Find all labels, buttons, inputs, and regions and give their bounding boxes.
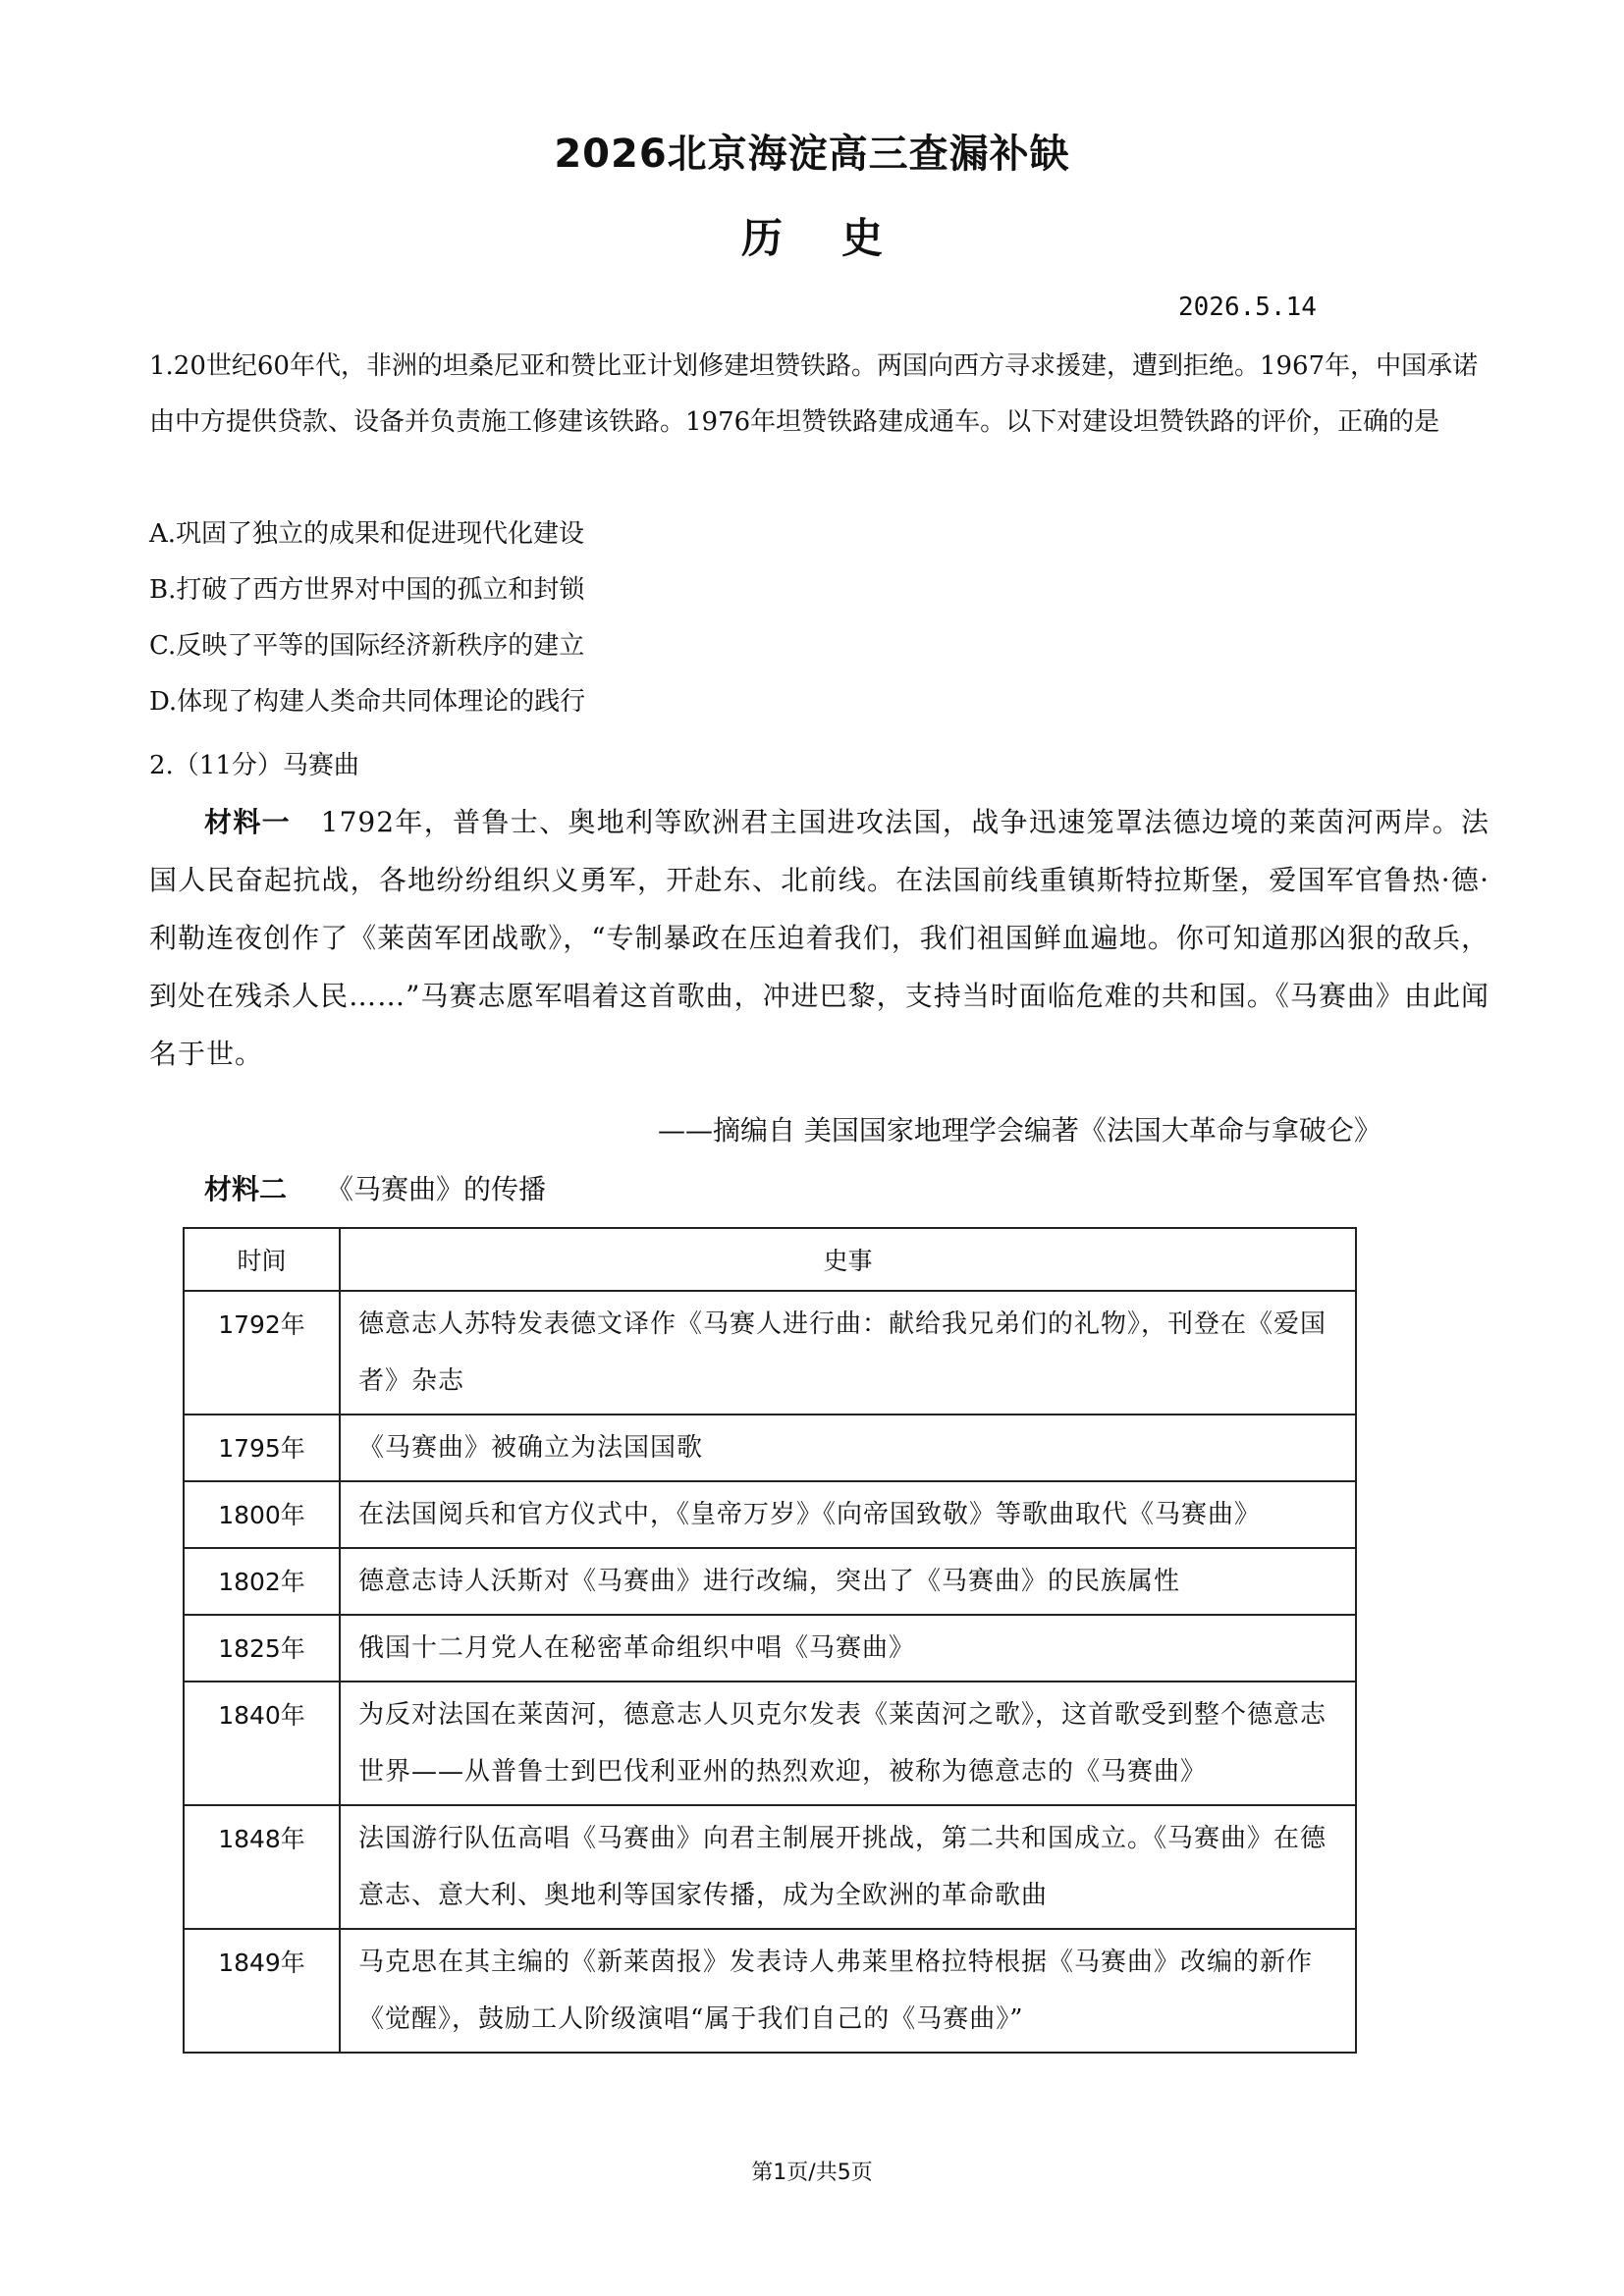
question-1-option-d: D.体现了构建人类命共同体理论的践行 (149, 687, 586, 717)
table-row (184, 1805, 1356, 1929)
question-1-option-b: B.打破了西方世界对中国的孤立和封锁 (149, 575, 585, 605)
question-1-option-c: C.反映了平等的国际经济新秩序的建立 (149, 631, 585, 661)
table-cell-event: 在法国阅兵和官方仪式中，《皇帝万岁》《向帝国致敬》等歌曲取代《马赛曲》 (340, 1481, 1356, 1548)
table-cell-year: 1802年 (184, 1548, 340, 1615)
table-row (184, 1682, 1356, 1805)
table-cell-event: 法国游行队伍高唱《马赛曲》向君主制展开挑战，第二共和国成立。《马赛曲》在德意志、意大利、奥地利等国家传播，成为全欧洲的革命歌曲 (340, 1805, 1356, 1929)
table-row (184, 1615, 1356, 1682)
table-cell-event: 德意志人苏特发表德文译作《马赛人进行曲：献给我兄弟们的礼物》，刊登在《爱国者》杂志 (340, 1291, 1356, 1415)
table-cell-year: 1848年 (184, 1805, 340, 1929)
table-cell-year: 1792年 (184, 1291, 340, 1415)
table-cell-year: 1795年 (184, 1415, 340, 1481)
exam-date: 2026.5.14 (1178, 293, 1317, 322)
table-cell-year: 1849年 (184, 1929, 340, 2053)
table-cell-event: 俄国十二月党人在秘密革命组织中唱《马赛曲》 (340, 1615, 1356, 1682)
material-2-label: 材料二 (204, 1173, 288, 1205)
question-2-heading: 2.（11分）马赛曲 (149, 751, 359, 780)
table-row (184, 1481, 1356, 1548)
table-cell-year: 1800年 (184, 1481, 340, 1548)
material-1-text: 1792年，普鲁士、奥地利等欧洲君主国进攻法国，战争迅速笼罩法德边境的莱茵河两岸。法国人民奋起抗战，各地纷纷组织义勇军，开赴东、北前线。在法国前线重镇斯特拉斯堡，爱国军官鲁热·德·利勒连夜创作了《莱茵军团战歌》，“专制暴政在压迫着我们，我们祖国鲜血遍地。你可知道那凶狠的敌兵，到处在残杀人民……”马赛志愿军唱着这首歌曲，冲进巴黎，支持当时面临危难的共和国。《马赛曲》由此闻名于世。 (149, 806, 1489, 1070)
table-cell-event: 德意志诗人沃斯对《马赛曲》进行改编，突出了《马赛曲》的民族属性 (340, 1548, 1356, 1615)
table-row (184, 1929, 1356, 2053)
table-row (184, 1548, 1356, 1615)
table-cell-year: 1840年 (184, 1682, 340, 1805)
table-cell-event: 为反对法国在莱茵河，德意志人贝克尔发表《莱茵河之歌》，这首歌受到整个德意志世界——从普鲁士到巴伐利亚州的热烈欢迎，被称为德意志的《马赛曲》 (340, 1682, 1356, 1805)
page-title: 2026北京海淀高三查漏补缺 (554, 132, 1070, 177)
question-1-option-a: A.巩固了独立的成果和促进现代化建设 (149, 519, 585, 549)
table-header-event: 史事 (340, 1228, 1356, 1291)
material-1-label: 材料一 (204, 806, 292, 838)
material-1-source: ——摘编自 美国国家地理学会编著《法国大革命与拿破仑》 (658, 1114, 1381, 1147)
material-2-title: 《马赛曲》的传播 (326, 1173, 547, 1205)
table-row (184, 1415, 1356, 1481)
spread-table (183, 1227, 1357, 2054)
question-1-stem: 1.20世纪60年代，非洲的坦桑尼亚和赞比亚计划修建坦赞铁路。两国向西方寻求援建，遭到拒绝。1967年，中国承诺由中方提供贷款、设备并负责施工修建该铁路。1976年坦赞铁路建成通车。以下对建设坦赞铁路的评价，正确的是 (149, 351, 1479, 437)
table-row (184, 1291, 1356, 1415)
table-cell-year: 1825年 (184, 1615, 340, 1682)
table-cell-event: 《马赛曲》被确立为法国国歌 (340, 1415, 1356, 1481)
table-header-time: 时间 (184, 1228, 340, 1291)
page-number: 第1页/共5页 (751, 2161, 873, 2185)
table-cell-event: 马克思在其主编的《新莱茵报》发表诗人弗莱里格拉特根据《马赛曲》改编的新作《觉醒》，鼓励工人阶级演唱“属于我们自己的《马赛曲》” (340, 1929, 1356, 2053)
table-header-row (184, 1228, 1356, 1291)
subject-title: 历史 (740, 214, 942, 262)
material-2-heading (204, 1166, 546, 1213)
material-1 (149, 793, 1489, 1083)
